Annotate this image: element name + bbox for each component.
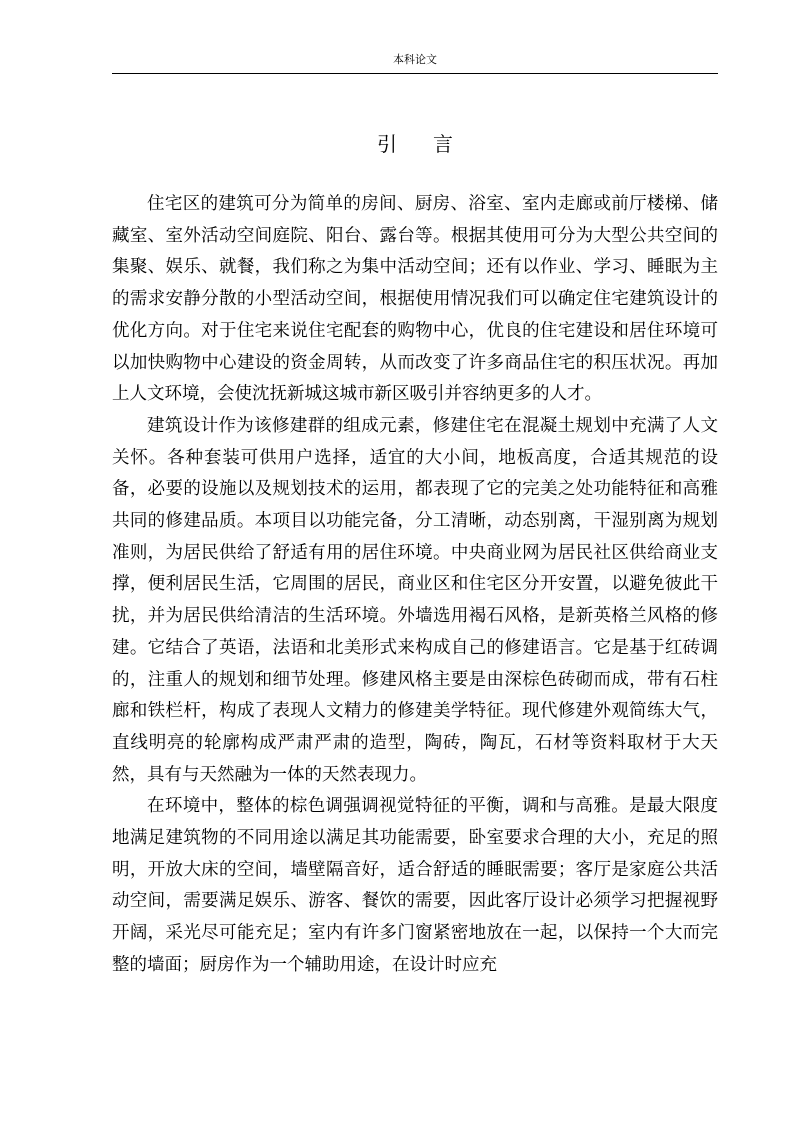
paragraph: 在环境中，整体的棕色调强调视觉特征的平衡，调和与高雅。是最大限度地满足建筑物的不同用途以满足其功能需要，卧室要求合理的大小，充足的照明，开放大床的空间，墙壁隔音好，适合舒适的睡眠需要；客厅是家庭公共活动空间，需要满足娱乐、游客、餐饮的需要，因此客厅设计必须学习把握视野开阔，采光尽可能充足；室内有许多门窗紧密地放在一起，以保持一个大而完整的墙面；厨房作为一个辅助用途，在设计时应充 — [112, 796, 718, 975]
header-rule — [112, 73, 718, 74]
paragraph: 住宅区的建筑可分为简单的房间、厨房、浴室、室内走廊或前厅楼梯、储藏室、室外活动空间庭院、阳台、露台等。根据其使用可分为大型公共空间的集聚、娱乐、就餐，我们称之为集中活动空间；还有以作业、学习、睡眠为主的需求安静分散的小型活动空间，根据使用情况我们可以确定住宅建筑设计的优化方向。对于住宅来说住宅配套的购物中心，优良的住宅建设和居住环境可以加快购物中心建设的资金周转，从而改变了许多商品住宅的积压状况。再加上人文环境，会使沈抚新城这城市新区吸引并容纳更多的人才。 — [112, 194, 718, 405]
running-header: 本科论文 — [393, 53, 437, 66]
paragraph: 建筑设计作为该修建群的组成元素，修建住宅在混凝土规划中充满了人文关怀。各种套装可供用户选择，适宜的大小间，地板高度，合适其规范的设备，必要的设施以及规划技术的运用，都表现了它的完美之处功能特征和高雅共同的修建品质。本项目以功能完备，分工清晰，动态别离，干湿别离为规划准则，为居民供给了舒适有用的居住环境。中央商业网为居民社区供给商业支撑，便利居民生活，它周围的居民，商业区和住宅区分开安置，以避免彼此干扰，并为居民供给清洁的生活环境。外墙选用褐石风格，是新英格兰风格的修建。它结合了英语，法语和北美形式来构成自己的修建语言。它是基于红砖调的，注重人的规划和细节处理。修建风格主要是由深棕色砖砌而成，带有石柱廊和铁栏杆，构成了表现人文精力的修建美学特征。现代修建外观简练大气，直线明亮的轮廓构成严肃严肃的造型，陶砖，陶瓦，石材等资料取材于大天然，具有与天然融为一体的天然表现力。 — [112, 415, 718, 785]
body-text — [112, 189, 718, 982]
section-title: 引言 — [377, 132, 489, 156]
